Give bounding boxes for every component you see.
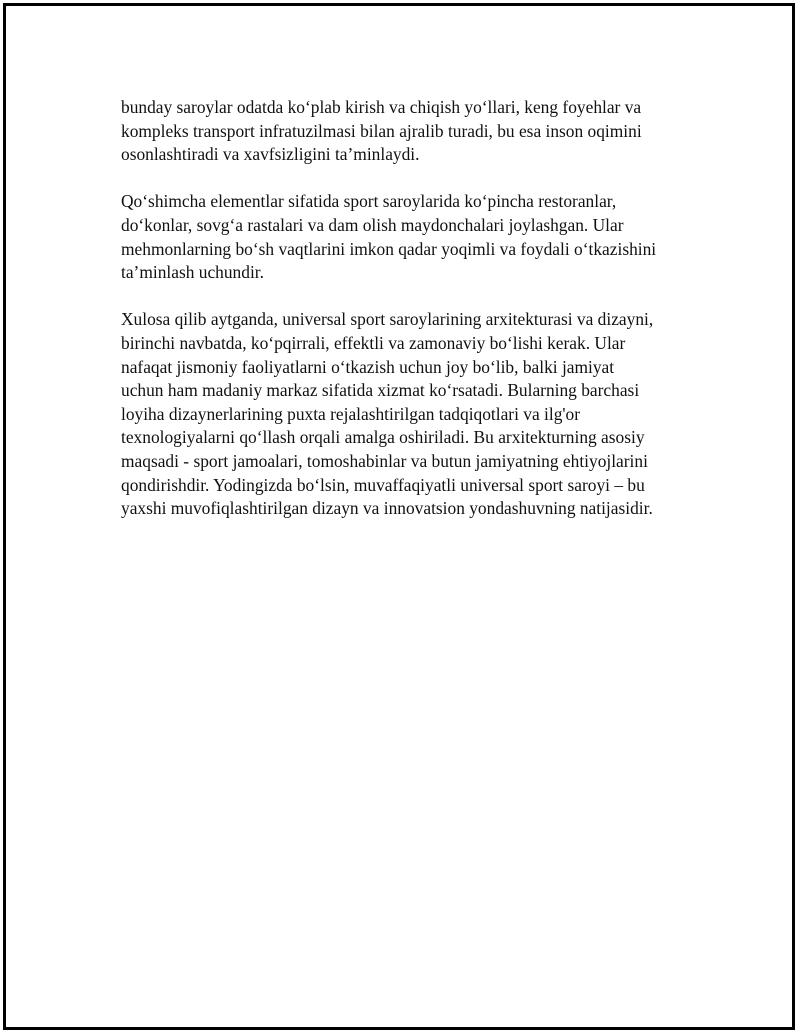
text-line: loyiha dizaynerlarining puxta rejalashtirilgan tadqiqotlari va ilg'or (121, 403, 581, 424)
text-line: ta’minlash uchundir. (121, 262, 264, 283)
text-line: maqsadi - sport jamoalari, tomoshabinlar va butun jamiyatning ehtiyojlarini (121, 450, 648, 471)
text-line: mehmonlarning boʻsh vaqtlarini imkon qadar yoqimli va foydali oʻtkazishini (121, 238, 657, 259)
paragraph-2 (121, 190, 701, 284)
text-line: kompleks transport infratuzilmasi bilan ajralib turadi, bu esa inson oqimini (121, 120, 642, 141)
text-line: Qoʻshimcha elementlar sifatida sport saroylarida koʻpincha restoranlar, (121, 191, 617, 212)
text-line: bunday saroylar odatda koʻplab kirish va chiqish yoʻllari, keng foyehlar va (121, 97, 642, 117)
document-page (3, 3, 795, 1030)
text-line: osonlashtiradi va xavfsizligini ta’minlaydi. (121, 144, 420, 165)
text-line: Xulosa qilib aytganda, universal sport saroylarining arxitekturasi va dizayni, (121, 309, 654, 330)
document-body (121, 96, 701, 544)
text-line: birinchi navbatda, koʻpqirrali, effektli va zamonaviy boʻlishi kerak. Ular (121, 332, 626, 353)
text-line: doʻkonlar, sovgʻa rastalari va dam olish maydonchalari joylashgan. Ular (121, 214, 624, 235)
text-line: texnologiyalarni qoʻllash orqali amalga oshiriladi. Bu arxitekturning asosiy (121, 427, 645, 448)
text-line: qondirishdir. Yodingizda boʻlsin, muvaffaqiyatli universal sport saroyi – bu (121, 474, 645, 495)
paragraph-3 (121, 308, 701, 520)
text-line: uchun ham madaniy markaz sifatida xizmat koʻrsatadi. Bularning barchasi (121, 380, 640, 401)
text-line: yaxshi muvofiqlashtirilgan dizayn va innovatsion yondashuvning natijasidir. (121, 498, 653, 519)
text-line: nafaqat jismoniy faoliyatlarni oʻtkazish uchun joy boʻlib, balki jamiyat (121, 356, 615, 377)
paragraph-1 (121, 96, 701, 167)
